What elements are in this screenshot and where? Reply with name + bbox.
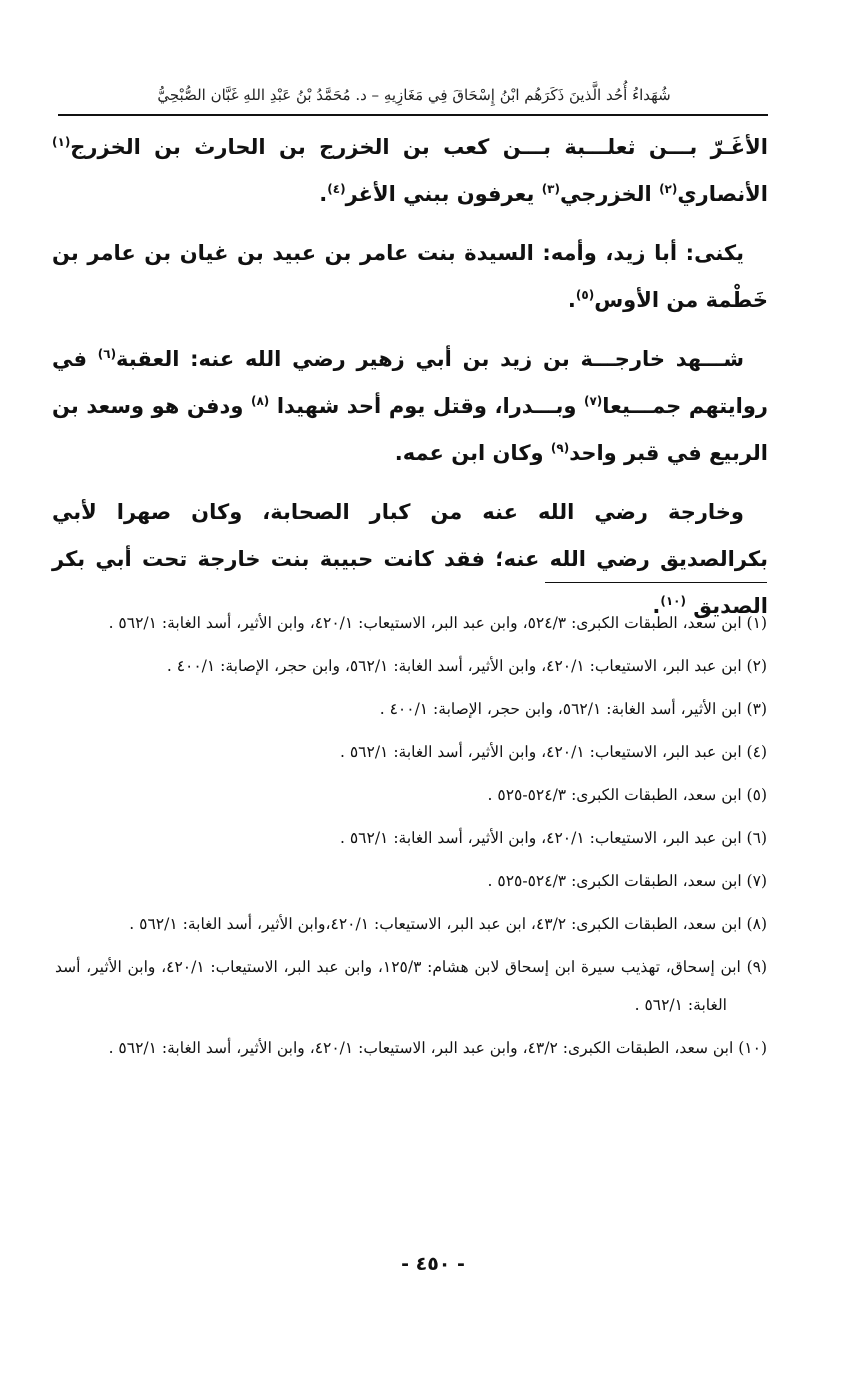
paragraph: [52, 336, 768, 477]
footnote: (١) ابن سعد، الطبقات الكبرى: ٥٢٤/٣، وابن عبد البر، الاستيعاب: ٤٢٠/١، وابن الأثير، أسد الغابة: ٥٦٢/١ .: [108, 614, 767, 632]
paragraph: [52, 124, 768, 218]
footnote: (٩) ابن إسحاق، تهذيب سيرة ابن إسحاق لابن هشام: ١٢٥/٣، وابن عبد البر، الاستيعاب: ٤٢٠/١، وابن الأثير، أسد الغابة: ٥٦٢/١ .: [55, 958, 768, 1014]
text-run: الخزرجي: [559, 182, 660, 206]
main-text: [52, 124, 768, 642]
footnote-ref: (٤): [327, 182, 346, 196]
footnote-ref: (٥): [575, 288, 595, 302]
text-run: ودفن هو وسعد بن الربيع في قبر واحد: [52, 394, 768, 465]
footnote: (٥) ابن سعد، الطبقات الكبرى: ٥٢٤/٣-٥٢٥ .: [487, 786, 767, 804]
footnote-ref: (٦): [97, 347, 117, 361]
text-run: وخارجة رضي الله عنه من كبار الصحابة، وكان صهرا لأبي بكرالصديق رضي الله عنه؛ فقد كانت حبيبة بنت خارجة تحت أبي بكر الصديق: [52, 500, 768, 618]
footnote: (٨) ابن سعد، الطبقات الكبرى: ٤٣/٢، ابن عبد البر، الاستيعاب: ٤٢٠/١،وابن الأثير، أسد الغابة: ٥٦٢/١ .: [129, 915, 767, 933]
text-run: الأغَـرّ بـــن ثعلـــبة بـــن كعب بن الخزرج بن الحارث بن الخزرج: [70, 135, 768, 159]
text-run: الأنصاري: [677, 182, 768, 206]
text-run: يكنى: أبا زيد، وأمه: السيدة بنت عامر بن عبيد بن غيان بن عامر بن خَطْمة من الأوس: [52, 241, 768, 312]
footnote: (٦) ابن عبد البر، الاستيعاب: ٤٢٠/١، وابن الأثير، أسد الغابة: ٥٦٢/١ .: [340, 829, 767, 847]
footnote: (٢) ابن عبد البر، الاستيعاب: ٤٢٠/١، وابن الأثير، أسد الغابة: ٥٦٢/١، وابن حجر، الإصابة: ٤٠٠/١ .: [166, 657, 767, 675]
text-run: يعرفون ببني الأغر: [345, 182, 542, 206]
text-run: .: [319, 182, 328, 206]
text-run: .: [567, 288, 576, 312]
footnote-ref: (٢): [659, 182, 678, 196]
text-run: وكان ابن عمه.: [394, 441, 551, 465]
footnote-ref: (١٠): [660, 594, 686, 608]
header-rule: [58, 114, 768, 116]
footnote: (٧) ابن سعد، الطبقات الكبرى: ٥٢٤/٣-٥٢٥ .: [487, 872, 767, 890]
text-run: .: [652, 594, 661, 618]
footnote-ref: (٨): [250, 394, 270, 408]
footnote-ref: (٣): [541, 182, 560, 196]
footnote-ref: (٩): [550, 441, 570, 455]
footnotes: [55, 604, 767, 1072]
page-number: - ٤٥٠ -: [401, 1253, 465, 1275]
footnote-ref: (١): [52, 135, 71, 149]
footnote: (٣) ابن الأثير، أسد الغابة: ٥٦٢/١، وابن حجر، الإصابة: ٤٠٠/١ .: [379, 700, 767, 718]
text-run: في روايتهم جمـــيعا: [52, 347, 769, 418]
paragraph: [52, 230, 768, 324]
footnote-ref: (٧): [583, 394, 603, 408]
footnote: (٤) ابن عبد البر، الاستيعاب: ٤٢٠/١، وابن الأثير، أسد الغابة: ٥٦٢/١ .: [340, 743, 767, 761]
running-header: شُهَداءُ أُحُد الَّذينَ ذَكَرَهُم ابْنُ إِسْحَاقَ فِي مَغَازِيهِ – د. مُحَمَّدُ بْنُ عَبْدِ اللهِ غَبَّان الصُّبْحِيُّ: [157, 86, 671, 104]
text-run: وبـــدرا، وقتل يوم أحد شهيدا: [269, 394, 584, 418]
text-run: شـــهد خارجـــة بن زيد بن أبي زهير رضي الله عنه: العقبة: [116, 347, 744, 371]
footnote-separator: [545, 582, 767, 583]
footnote: (١٠) ابن سعد، الطبقات الكبرى: ٤٣/٢، وابن عبد البر، الاستيعاب: ٤٢٠/١، وابن الأثير، أسد الغابة: ٥٦٢/١ .: [108, 1039, 767, 1057]
